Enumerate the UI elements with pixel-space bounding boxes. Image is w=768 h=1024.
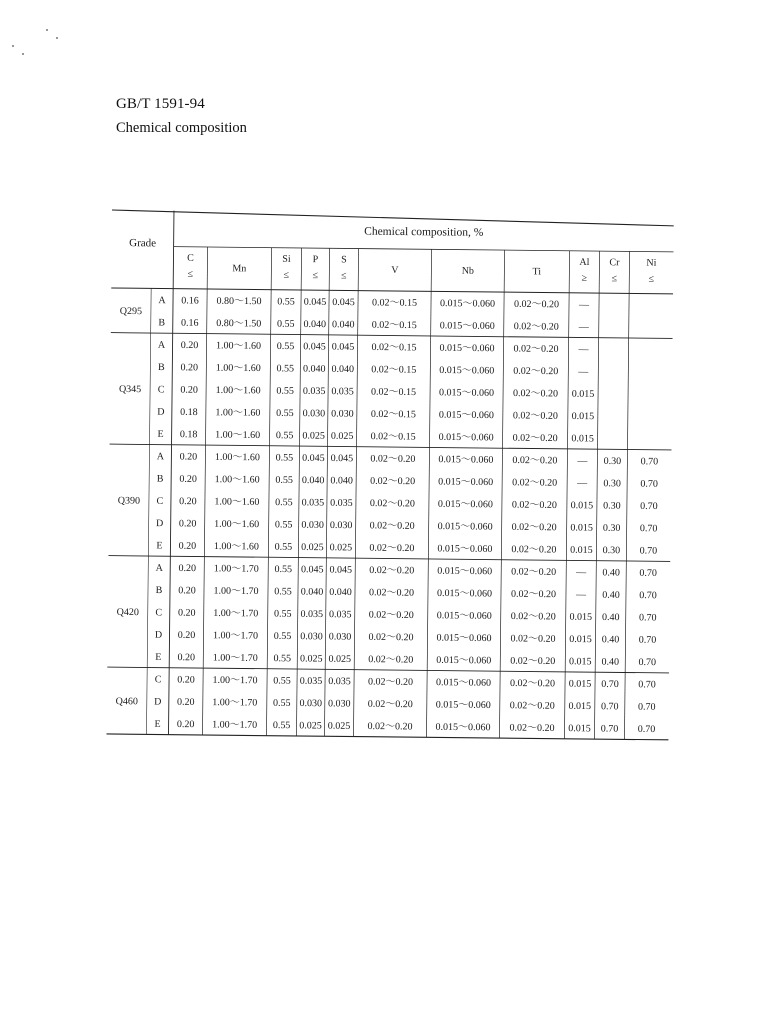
value-cell: 0.02～0.20: [511, 544, 557, 556]
value-cell: 0.030: [301, 519, 324, 531]
value-cell: —: [576, 567, 587, 579]
value-cell: 0.02～0.20: [513, 388, 559, 400]
value-cell: 0.16: [180, 317, 199, 329]
value-cell: 0.55: [273, 697, 291, 709]
column-limit-sign: ≤: [187, 268, 194, 280]
value-cell: 0.70: [639, 590, 657, 602]
value-cell: 0.20: [178, 518, 197, 530]
value-cell: 0.030: [329, 519, 353, 532]
value-cell: 0.02～0.20: [513, 343, 559, 355]
value-cell: 1.00～1.70: [213, 607, 259, 620]
column-header-nb: Nb: [461, 265, 475, 277]
chemical-composition-table: [106, 208, 673, 742]
value-cell: 0.70: [639, 545, 658, 557]
value-cell: 0.045: [303, 296, 327, 308]
table-top-rule: [112, 210, 674, 226]
value-cell: 0.20: [179, 496, 197, 508]
value-cell: 0.70: [639, 523, 658, 535]
value-cell: 0.015: [571, 433, 594, 445]
grade-cell: Q460: [115, 696, 139, 708]
subgrade-cell: B: [157, 362, 165, 374]
subgrade-cell: A: [158, 295, 166, 307]
value-cell: 0.70: [600, 723, 619, 735]
value-cell: 0.015: [568, 656, 592, 668]
value-cell: 0.55: [277, 296, 295, 308]
value-cell: 1.00～1.60: [214, 518, 260, 531]
value-cell: 0.030: [302, 408, 326, 420]
value-cell: 0.55: [273, 630, 292, 643]
value-cell: 0.20: [177, 652, 196, 664]
value-cell: —: [578, 344, 589, 356]
value-cell: 0.035: [328, 609, 352, 621]
value-cell: 0.030: [300, 631, 323, 643]
group-separator: [111, 333, 673, 339]
value-cell: 0.015: [568, 678, 592, 690]
value-cell: 0.20: [177, 629, 196, 642]
value-cell: 0.02～0.20: [510, 588, 557, 601]
value-cell: 0.02～0.20: [368, 654, 414, 666]
value-cell: 0.02～0.20: [370, 453, 416, 465]
value-cell: 0.030: [299, 698, 323, 710]
value-cell: 0.02～0.20: [511, 499, 557, 512]
value-cell: 0.40: [601, 634, 620, 646]
value-cell: 1.00～1.60: [215, 362, 261, 375]
value-cell: 0.035: [300, 608, 324, 621]
value-cell: 0.02～0.20: [369, 520, 415, 532]
value-cell: 0.025: [302, 430, 325, 442]
value-cell: 0.02～0.20: [369, 542, 415, 555]
subgrade-cell: D: [156, 518, 164, 530]
group-separator: [107, 667, 669, 673]
value-cell: 0.035: [330, 497, 353, 509]
value-cell: 0.80～1.50: [216, 318, 262, 330]
value-cell: 0.20: [176, 719, 195, 731]
value-cell: 0.015～0.060: [439, 364, 495, 377]
value-cell: 0.02～0.20: [368, 587, 415, 599]
scan-speck: [46, 29, 48, 31]
column-header-ti: Ti: [532, 266, 542, 278]
value-cell: 0.55: [274, 541, 293, 553]
value-cell: 0.30: [602, 522, 621, 534]
subgrade-cell: B: [158, 317, 166, 329]
value-cell: 0.02～0.15: [370, 431, 416, 443]
value-cell: 0.55: [272, 720, 291, 732]
value-cell: 0.55: [273, 675, 291, 687]
grade-cell: Q345: [118, 383, 142, 396]
value-cell: 0.025: [329, 542, 353, 554]
standard-number: GB/T 1591-94: [116, 96, 205, 112]
column-limit-sign: ≤: [611, 273, 618, 285]
column-header-p: P: [312, 254, 319, 266]
value-cell: 0.18: [179, 429, 198, 441]
value-cell: 0.015: [570, 544, 593, 557]
value-cell: 0.045: [300, 564, 324, 576]
value-cell: 0.02～0.15: [371, 386, 417, 399]
table-bottom-rule: [106, 734, 668, 740]
subgrade-cell: D: [157, 406, 165, 418]
value-cell: 0.045: [329, 564, 353, 576]
subgrade-cell: E: [156, 540, 163, 552]
value-cell: 0.02～0.20: [512, 477, 558, 489]
value-cell: 0.70: [638, 612, 657, 624]
value-cell: 0.025: [299, 653, 323, 665]
value-cell: 0.040: [301, 475, 325, 487]
value-cell: 0.015: [570, 522, 593, 534]
value-cell: 0.015～0.060: [438, 476, 494, 489]
value-cell: 0.70: [639, 567, 658, 579]
column-header-mn: Mn: [232, 263, 247, 275]
value-cell: 0.040: [303, 318, 327, 331]
subgrade-cell: A: [155, 562, 163, 574]
value-cell: 0.55: [276, 407, 294, 420]
value-cell: 0.30: [603, 478, 621, 490]
value-cell: 0.035: [328, 676, 351, 688]
value-cell: 0.70: [640, 500, 658, 513]
value-cell: 0.035: [299, 675, 323, 687]
value-cell: 1.00～1.70: [213, 585, 259, 598]
column-divider: [202, 247, 207, 735]
grade-cell: Q295: [119, 305, 143, 318]
group-separator: [110, 444, 672, 450]
value-cell: 0.40: [602, 589, 620, 601]
value-cell: 0.20: [179, 451, 198, 463]
value-cell: 0.015～0.060: [438, 454, 494, 466]
grade-cell: Q420: [116, 606, 139, 619]
value-cell: 0.015～0.060: [439, 298, 496, 310]
value-cell: 1.00～1.60: [215, 429, 261, 442]
value-cell: 0.55: [275, 452, 294, 464]
value-cell: 0.015～0.060: [435, 721, 491, 734]
value-cell: 0.02～0.20: [510, 611, 556, 623]
value-cell: —: [577, 455, 588, 467]
value-cell: 0.20: [180, 384, 198, 396]
group-header-rule: [174, 247, 674, 252]
value-cell: —: [578, 299, 590, 311]
value-cell: 0.55: [274, 563, 293, 576]
value-cell: 0.02～0.20: [368, 631, 414, 644]
value-cell: 1.00～1.60: [213, 541, 260, 553]
value-cell: 0.045: [332, 296, 355, 309]
value-cell: 1.00～1.60: [215, 407, 261, 419]
table-grid: [106, 208, 673, 742]
value-cell: 0.40: [602, 567, 621, 579]
value-cell: 0.02～0.20: [367, 698, 413, 711]
value-cell: 0.20: [177, 674, 195, 686]
value-cell: 0.70: [637, 701, 656, 713]
value-cell: 0.02～0.15: [371, 297, 418, 309]
column-limit-sign: ≤: [340, 270, 347, 282]
subgrade-cell: C: [155, 607, 163, 619]
value-cell: 0.045: [302, 452, 325, 464]
value-cell: 0.02～0.15: [371, 319, 417, 332]
value-cell: 0.55: [274, 586, 292, 598]
column-header-c: C: [187, 252, 194, 264]
value-cell: 0.040: [303, 363, 326, 375]
value-cell: 0.02～0.20: [368, 609, 414, 622]
value-cell: 1.00～1.60: [214, 496, 260, 508]
value-cell: 0.70: [638, 679, 656, 691]
subgrade-cell: B: [155, 585, 163, 597]
header-bottom-rule: [111, 288, 673, 294]
value-cell: 0.030: [328, 698, 351, 710]
value-cell: —: [577, 477, 588, 490]
value-cell: 0.015～0.060: [436, 610, 492, 622]
column-header-cr: Cr: [609, 257, 620, 269]
column-divider: [594, 251, 599, 739]
value-cell: 0.015～0.060: [435, 699, 491, 712]
value-cell: 0.015～0.060: [437, 543, 493, 555]
value-cell: 0.55: [275, 430, 294, 442]
value-cell: 0.55: [276, 385, 294, 397]
value-cell: 0.025: [327, 720, 351, 732]
value-cell: 0.025: [301, 541, 324, 554]
subgrade-cell: D: [154, 696, 162, 708]
value-cell: 0.030: [328, 631, 352, 643]
column-divider: [624, 251, 629, 739]
value-cell: 0.015～0.060: [439, 342, 495, 355]
value-cell: 0.30: [603, 500, 621, 512]
value-cell: 1.00～1.70: [213, 563, 259, 575]
value-cell: 0.02～0.20: [367, 721, 413, 733]
composition-header: Chemical composition, %: [364, 225, 484, 239]
value-cell: 0.040: [300, 586, 324, 598]
value-cell: 0.015: [571, 410, 595, 423]
value-cell: 0.02～0.15: [371, 341, 417, 354]
value-cell: 0.20: [180, 362, 199, 374]
value-cell: —: [578, 366, 589, 378]
value-cell: 0.015～0.060: [438, 409, 494, 422]
value-cell: 1.00～1.60: [215, 384, 261, 397]
value-cell: —: [575, 589, 587, 601]
value-cell: 0.70: [637, 723, 656, 736]
value-cell: 1.00～1.60: [216, 340, 262, 352]
column-limit-sign: ≥: [581, 272, 588, 284]
subgrade-cell: E: [157, 428, 164, 441]
value-cell: 1.00～1.70: [212, 697, 258, 709]
value-cell: 1.00～1.70: [212, 674, 258, 687]
value-cell: 1.00～1.70: [212, 719, 258, 731]
value-cell: 0.20: [178, 540, 197, 552]
value-cell: 0.015: [570, 500, 594, 512]
value-cell: 0.015～0.060: [436, 587, 493, 600]
value-cell: 0.02～0.15: [371, 364, 417, 376]
value-cell: 0.02～0.20: [509, 700, 555, 712]
value-cell: 0.015～0.060: [438, 431, 494, 444]
value-cell: 0.20: [180, 339, 199, 352]
value-cell: 0.015: [568, 700, 592, 713]
value-cell: 0.20: [177, 607, 196, 619]
scan-speck: [22, 53, 24, 55]
value-cell: 0.70: [640, 456, 659, 468]
value-cell: 0.02～0.20: [512, 432, 558, 445]
value-cell: 1.00～1.70: [212, 652, 258, 665]
value-cell: 1.00～1.60: [214, 474, 260, 486]
value-cell: 0.02～0.20: [510, 655, 556, 668]
column-header-si: Si: [282, 253, 291, 265]
value-cell: 0.02～0.20: [512, 410, 558, 422]
subgrade-cell: B: [156, 473, 164, 485]
value-cell: 0.30: [602, 545, 621, 557]
value-cell: 0.015: [571, 388, 595, 400]
value-cell: 0.045: [330, 453, 354, 465]
value-cell: 0.30: [603, 455, 622, 468]
grade-cell: Q390: [117, 495, 141, 507]
subgrade-cell: E: [154, 718, 161, 730]
value-cell: 0.16: [181, 295, 199, 307]
value-cell: 0.015～0.060: [439, 320, 495, 332]
value-cell: 0.02～0.20: [367, 676, 414, 688]
value-cell: —: [578, 321, 589, 333]
column-divider: [499, 250, 504, 738]
value-cell: 0.035: [301, 497, 325, 509]
document-subtitle: Chemical composition: [116, 120, 247, 136]
value-cell: 0.02～0.20: [511, 566, 557, 578]
value-cell: 0.015～0.060: [435, 677, 492, 689]
value-cell: 0.02～0.20: [369, 498, 415, 510]
value-cell: 0.55: [275, 474, 293, 486]
value-cell: 0.025: [330, 430, 354, 442]
value-cell: 0.030: [331, 408, 354, 420]
value-cell: 0.02～0.20: [370, 475, 416, 488]
value-cell: 0.045: [303, 341, 326, 353]
subgrade-cell: D: [154, 629, 163, 641]
value-cell: 0.02～0.20: [509, 677, 556, 690]
value-cell: 0.70: [638, 634, 657, 646]
value-cell: 0.40: [601, 612, 620, 624]
value-cell: 0.015: [569, 633, 592, 646]
column-divider: [168, 211, 173, 735]
value-cell: 0.70: [600, 701, 619, 713]
group-separator: [108, 556, 670, 562]
value-cell: 0.045: [331, 341, 355, 353]
value-cell: 1.00～1.60: [214, 451, 260, 464]
value-cell: 0.02～0.15: [370, 408, 416, 421]
value-cell: 0.015～0.060: [437, 521, 493, 533]
column-limit-sign: ≤: [283, 269, 290, 281]
subgrade-cell: C: [157, 384, 165, 396]
value-cell: 0.02～0.20: [511, 521, 557, 534]
value-cell: 0.55: [276, 318, 295, 330]
value-cell: 0.015: [569, 611, 593, 623]
column-limit-sign: ≤: [648, 273, 655, 285]
column-header-al: Al: [579, 256, 590, 269]
value-cell: 0.015: [568, 723, 591, 735]
value-cell: 0.20: [178, 585, 196, 597]
subgrade-cell: C: [154, 674, 162, 686]
subgrade-cell: A: [156, 451, 165, 463]
value-cell: 0.040: [329, 586, 352, 599]
value-cell: 0.20: [179, 473, 197, 485]
value-cell: 0.70: [601, 678, 619, 691]
value-cell: 0.55: [274, 519, 293, 531]
column-divider: [426, 249, 431, 737]
column-header-ni: Ni: [646, 257, 657, 269]
value-cell: 0.025: [328, 653, 352, 665]
value-cell: 0.70: [640, 478, 658, 490]
value-cell: 1.00～1.70: [212, 630, 259, 642]
value-cell: 0.02～0.20: [513, 365, 559, 378]
value-cell: 0.015～0.060: [439, 387, 495, 399]
value-cell: 0.18: [180, 406, 198, 419]
value-cell: 0.040: [331, 319, 355, 331]
scan-speck: [56, 37, 58, 39]
value-cell: 0.02～0.20: [513, 298, 560, 311]
value-cell: 0.55: [276, 340, 295, 353]
value-cell: 0.015～0.060: [436, 654, 492, 667]
value-cell: 0.70: [638, 656, 657, 669]
grade-header: Grade: [129, 237, 157, 250]
value-cell: 0.20: [178, 562, 197, 575]
value-cell: 0.80～1.50: [216, 295, 262, 308]
value-cell: 0.55: [273, 608, 292, 620]
value-cell: 0.015～0.060: [437, 498, 493, 511]
scan-speck: [12, 45, 14, 47]
value-cell: 0.035: [331, 386, 354, 398]
column-header-v: V: [391, 264, 399, 277]
value-cell: 0.040: [330, 475, 353, 487]
value-cell: 0.02～0.20: [510, 633, 556, 645]
value-cell: 0.025: [299, 720, 322, 732]
value-cell: 0.55: [273, 653, 292, 665]
value-cell: 0.02～0.20: [509, 722, 555, 735]
value-cell: 0.015～0.060: [437, 565, 493, 578]
value-cell: 0.20: [177, 696, 195, 708]
value-cell: 0.015～0.060: [436, 632, 492, 645]
value-cell: 0.02～0.20: [513, 321, 559, 333]
value-cell: 0.02～0.20: [369, 564, 415, 577]
subgrade-cell: E: [155, 651, 162, 663]
value-cell: 0.55: [276, 363, 295, 375]
value-cell: 0.02～0.20: [512, 454, 558, 467]
subgrade-cell: A: [157, 339, 166, 351]
value-cell: 0.55: [275, 497, 293, 509]
value-cell: 0.040: [331, 363, 355, 376]
value-cell: 0.40: [601, 656, 620, 668]
value-cell: 0.035: [302, 385, 326, 398]
subgrade-cell: C: [156, 495, 164, 507]
column-divider: [266, 248, 271, 736]
column-limit-sign: ≤: [312, 270, 319, 282]
column-header-s: S: [341, 254, 347, 266]
